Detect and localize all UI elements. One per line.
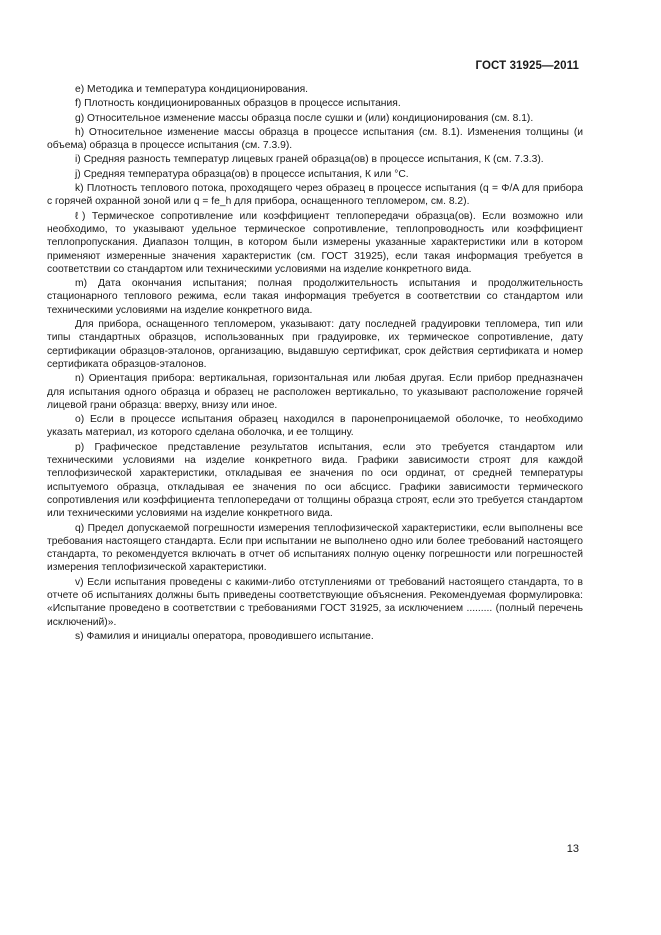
document-body (47, 83, 583, 644)
item-n: n) Ориентация прибора: вертикальная, горизонтальная или любая другая. Если прибор предназначен для испытания одного образца и образец не расположен вертикально, то указывают расположение горячей лицевой грани образца: вверху, внизу или иное. (47, 373, 583, 411)
item-m: m) Дата окончания испытания; полная продолжительность испытания и продолжительность стационарного теплового режима, если такая информация требуется в соответствии со стандартом или техническими условиями на изделие конкретного вида. (47, 278, 583, 316)
item-g: g) Относительное изменение массы образца после сушки и (или) кондиционирования (см. 8.1). (75, 112, 534, 124)
item-h: h) Относительное изменение массы образца в процессе испытания (см. 8.1). Изменения толщины (и объема) образца в процессе испытания (см. 7.3.9). (47, 126, 583, 152)
document-header: ГОСТ 31925—2011 (475, 60, 579, 72)
item-p: p) Графическое представление результатов испытания, если это требуется стандартом или техническими условиями на изделие конкретного вида. Графики зависимости строят для каждой теплофизической характеристики, откладывая ее значения по оси ординат, от средней температуры испытуемого образца, откладывая ее значения по оси абсцисс. Графики зависимости термического сопротивления или коэффициента теплопередачи от толщины образца строят, если это требуется стандартом или техническими условиями на изделие конкретного вида. (47, 441, 583, 520)
item-o: o) Если в процессе испытания образец находился в паронепроницаемой оболочке, то необходимо указать материал, из которого сделана оболочка, и ее толщину. (47, 414, 583, 439)
item-q: q) Предел допускаемой погрешности измерения теплофизической характеристики, если выполнены все требования настоящего стандарта. Если при испытании не выполнено одно или более требований настоящего стандарта, то рекомендуется включать в отчет об испытаниях полную оценку погрешности или погрешностей измерения теплофизической характеристики. (47, 522, 583, 574)
item-l: ℓ) Термическое сопротивление или коэффициент теплопередачи образца(ов). Если возможно или необходимо, то указывают удельное термическое сопротивление, теплопроводность или коэффициент теплопропускания. Диапазон толщин, в котором были измерены указанные характеристики или в котором применяют измеренные значения характеристик (см. ГОСТ 31925), если такая информация требуется в соответствии со стандартом или техническими условиями на изделие конкретного вида. (47, 210, 583, 275)
item-v: v) Если испытания проведены с какими-либо отступлениями от требований настоящего стандарта, то в отчете об испытаниях должны быть приведены соответствующие объяснения. Рекомендуемая формулировка: «Испытание проведено в соответствии с требованиями ГОСТ 31925, за исключением ......... (полный перечень исключений)». (47, 576, 583, 628)
item-j: j) Средняя температура образца(ов) в процессе испытания, К или °С. (75, 168, 409, 180)
item-s: s) Фамилия и инициалы оператора, проводившего испытание. (75, 630, 374, 642)
heat-flow-meter-paragraph: Для прибора, оснащенного тепломером, указывают: дату последней градуировки тепломера, тип или типы стандартных образцов, использованных при градуировке, их термическое сопротивление, дату сертификации образцов-эталонов, организацию, выдавшую сертификат, срок действия сертификата и номер сертификата образцов-эталонов. (47, 319, 583, 370)
item-e: e) Методика и температура кондиционирования. (75, 84, 309, 95)
item-k: k) Плотность теплового потока, проходящего через образец в процессе испытания (q = Φ/A для прибора с горячей охранной зоной или q = fe_h для прибора, оснащенного тепломером, см. 8.2). (47, 183, 583, 208)
page-number: 13 (566, 843, 579, 855)
item-i: i) Средняя разность температур лицевых граней образца(ов) в процессе испытания, К (см. 7.3.3). (75, 154, 544, 166)
item-f: f) Плотность кондиционированных образцов в процессе испытания. (75, 98, 401, 110)
